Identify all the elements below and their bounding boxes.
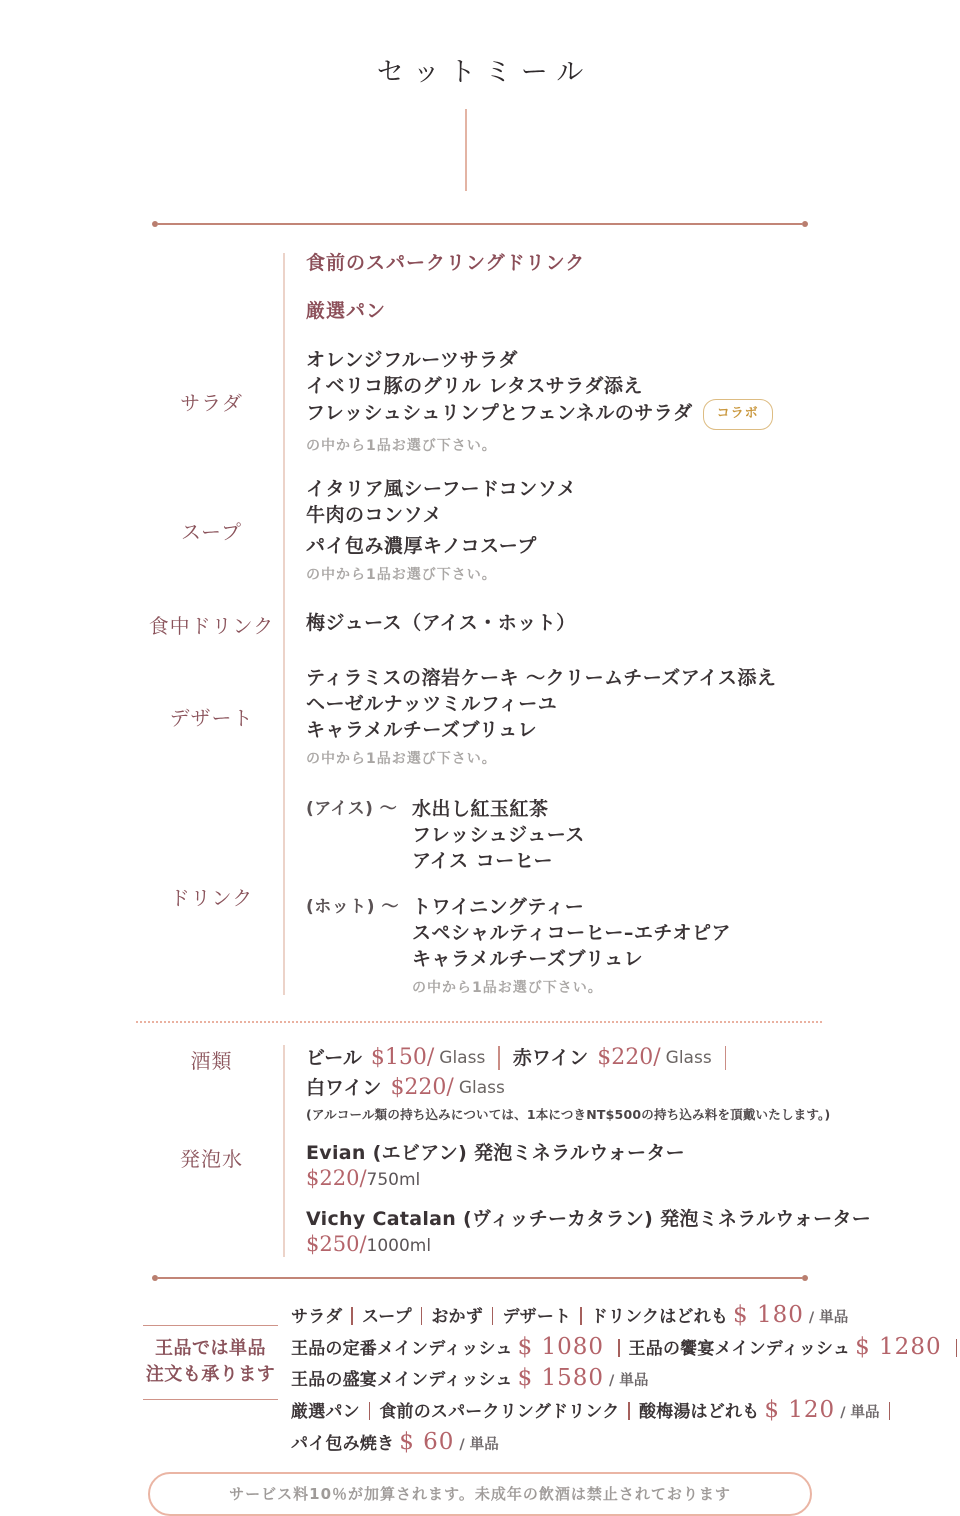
single-order-heading-line2: 注文も承ります	[145, 1364, 276, 1385]
page-title: セットミール	[376, 57, 593, 88]
dish-name: パイ包み焼き	[291, 1434, 395, 1454]
divider-top	[152, 221, 808, 227]
separator	[618, 1339, 620, 1357]
menu-item	[306, 399, 880, 430]
single-order-heading-line1: 王品では単品	[155, 1338, 266, 1359]
section-content-drink	[283, 796, 880, 997]
menu-item: イタリア風シーフードコンソメ	[306, 478, 577, 500]
section-content-dessert	[283, 665, 880, 768]
separator	[725, 1046, 727, 1070]
price-unit: / 単品	[459, 1437, 499, 1453]
beverage-price: $220/	[390, 1075, 454, 1100]
section-label-meal-drink: 食中ドリンク	[148, 614, 275, 638]
menu-item: ヘーゼルナッツミルフィーユ	[306, 693, 558, 715]
section-sparkling-water	[140, 1141, 880, 1259]
dish-name: デザート	[502, 1307, 572, 1327]
beverage-name: ビール	[306, 1047, 362, 1069]
dish-name: おかず	[431, 1307, 483, 1327]
single-order-line	[291, 1428, 960, 1460]
section-soup	[140, 476, 880, 584]
choose-one-note: の中から1品お選び下さい。	[306, 751, 497, 767]
beverage-unit: Glass	[665, 1048, 712, 1068]
dish-name: サラダ	[291, 1307, 343, 1327]
section-dessert	[140, 665, 880, 768]
separator	[580, 1307, 582, 1325]
section-content-alcohol	[283, 1043, 880, 1123]
section-content-salad	[283, 347, 880, 455]
section-salad	[140, 347, 880, 455]
beverage-price-line	[306, 1165, 880, 1193]
price-unit: / 単品	[808, 1310, 849, 1326]
pre-course-sparkling: 食前のスパークリングドリンク	[306, 252, 586, 274]
dish-price: $ 1080	[517, 1334, 605, 1360]
price-unit: / 単品	[609, 1373, 649, 1389]
menu-item: キャラメルチーズブリュレ	[412, 948, 644, 970]
menu-item: イベリコ豚のグリル レタスサラダ添え	[306, 375, 643, 397]
section-content-soup	[283, 476, 880, 584]
section-content-meal-drink	[283, 610, 880, 639]
section-label-salad: サラダ	[180, 390, 243, 415]
alcohol-line-2	[306, 1073, 880, 1103]
dotted-divider	[136, 1021, 822, 1023]
drink-group-hot	[306, 894, 880, 997]
menu-item: アイス コーヒー	[412, 850, 553, 872]
dish-price: $ 1280	[855, 1334, 942, 1360]
single-order-line	[291, 1396, 960, 1428]
beverage-price: $220/	[306, 1166, 367, 1190]
section-content-sparkling-water	[283, 1141, 880, 1259]
menu-item: ティラミスの溶岩ケーキ ～クリームチーズアイス添え	[306, 667, 777, 689]
section-label-sparkling-water: 発泡水	[180, 1147, 243, 1171]
menu-item: スペシャルティコーヒー–エチオピア	[412, 922, 731, 944]
separator	[421, 1307, 423, 1325]
menu-item: 梅ジュース（アイス・ホット）	[306, 612, 576, 634]
separator	[889, 1402, 891, 1420]
menu-item: 水出し紅玉紅茶	[412, 798, 549, 820]
price-unit: / 単品	[840, 1405, 880, 1421]
separator	[492, 1307, 494, 1325]
collab-badge: コラボ	[703, 399, 773, 430]
section-alcohol	[140, 1043, 880, 1123]
single-order-prices	[278, 1301, 960, 1460]
pre-course-bread: 厳選パン	[306, 300, 387, 322]
dish-price: $ 1580	[517, 1365, 605, 1391]
course-block	[140, 251, 880, 997]
menu-item: オレンジフルーツサラダ	[306, 349, 518, 371]
separator	[956, 1339, 958, 1357]
menu-item-text: フレッシュシュリンプとフェンネルのサラダ	[306, 402, 693, 424]
menu-item: 牛肉のコンソメ	[306, 504, 443, 526]
dish-price: $ 180	[733, 1302, 804, 1328]
drink-prefix-ice: (アイス) ～	[306, 799, 398, 819]
dish-name: 王品の饗宴メインディッシュ	[628, 1339, 851, 1359]
single-order-line	[291, 1364, 960, 1396]
beverage-price: $150/	[370, 1045, 435, 1070]
dish-name: スープ	[361, 1307, 412, 1327]
dish-price: $ 60	[399, 1429, 455, 1455]
vertical-rule	[283, 253, 285, 995]
beverage-name: 赤ワイン	[512, 1047, 589, 1069]
divider-bottom	[152, 1275, 808, 1281]
choose-one-note: の中から1品お選び下さい。	[306, 567, 497, 583]
separator	[628, 1402, 630, 1420]
beverage-name: Evian (エビアン) 発泡ミネラルウォーター	[306, 1142, 685, 1164]
drink-items-ice	[412, 796, 880, 874]
service-charge-notice: サービス料10％が加算されます。未成年の飲酒は禁止されております	[148, 1472, 812, 1516]
dish-name: ドリンクはどれも	[590, 1307, 729, 1327]
choose-one-note: の中から1品お選び下さい。	[306, 438, 497, 454]
divider-dot-right	[802, 1275, 808, 1281]
beverage-size: 750ml	[366, 1170, 421, 1190]
menu-item: フレッシュジュース	[412, 824, 585, 846]
dish-name: 酸梅湯はどれも	[638, 1402, 760, 1422]
dish-name: 厳選パン	[291, 1402, 360, 1422]
sparkling-water-item	[306, 1141, 880, 1193]
section-label-soup: スープ	[181, 519, 242, 544]
beverage-price: $220/	[597, 1045, 661, 1070]
beverage-size: 1000ml	[366, 1236, 432, 1256]
alcohol-line-1	[306, 1043, 880, 1073]
beverage-price-line	[306, 1231, 880, 1259]
beverage-unit: Glass	[439, 1048, 486, 1068]
divider-line	[158, 223, 802, 225]
beverage-price: $250/	[306, 1232, 367, 1256]
dish-name: 王品の定番メインディッシュ	[291, 1339, 513, 1359]
sparkling-water-item	[306, 1207, 880, 1259]
menu-item: トワイニングティー	[412, 896, 585, 918]
title-tail-line	[465, 109, 467, 191]
dish-price: $ 120	[764, 1397, 836, 1423]
section-label-drink: ドリンク	[169, 886, 254, 910]
section-label-alcohol: 酒類	[190, 1049, 233, 1073]
drink-prefix-hot: (ホット) ～	[306, 897, 399, 917]
dish-name: 食前のスパークリングドリンク	[379, 1402, 620, 1422]
separator	[498, 1046, 500, 1070]
section-meal-drink	[140, 610, 880, 639]
separator	[369, 1402, 371, 1420]
single-order-line	[291, 1301, 960, 1333]
separator	[351, 1307, 353, 1325]
section-drink	[140, 796, 880, 997]
beverage-name: 白ワイン	[306, 1077, 382, 1099]
menu-item: パイ包み濃厚キノコスープ	[306, 535, 537, 557]
drink-items-hot	[412, 894, 880, 997]
divider-dot-right	[802, 221, 808, 227]
vertical-rule	[283, 1045, 285, 1257]
single-order-section	[143, 1301, 942, 1460]
corkage-note: (アルコール類の持ち込みについては、1本につきNT$500の持ち込み料を頂戴いたします。)	[306, 1107, 831, 1122]
beverage-block	[140, 1043, 880, 1259]
menu-item: キャラメルチーズブリュレ	[306, 719, 538, 741]
beverage-name: Vichy Catalan (ヴィッチーカタラン) 発泡ミネラルウォーター	[306, 1208, 872, 1230]
drink-group-ice	[306, 796, 880, 874]
beverage-unit: Glass	[458, 1078, 505, 1098]
choose-one-note: の中から1品お選び下さい。	[412, 980, 603, 996]
single-order-heading	[143, 1325, 278, 1400]
divider-line	[158, 1277, 802, 1279]
section-label-dessert: デザート	[169, 706, 254, 730]
single-order-line	[291, 1333, 960, 1364]
dish-name: 王品の盛宴メインディッシュ	[291, 1370, 513, 1390]
